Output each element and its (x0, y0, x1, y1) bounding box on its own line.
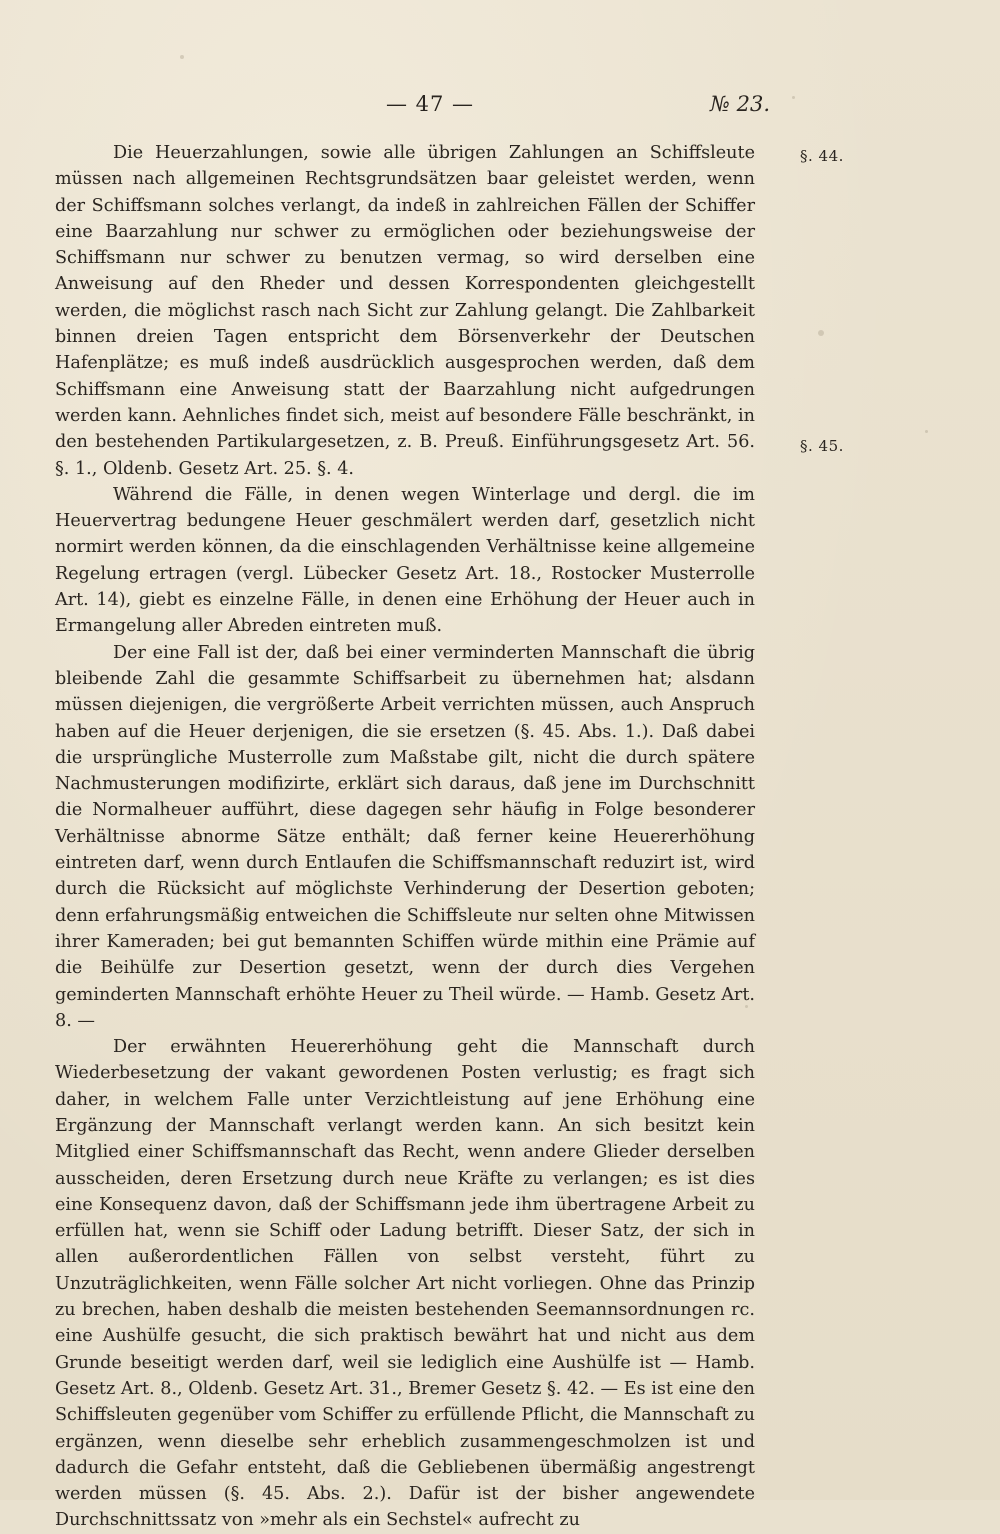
paper-speck (180, 55, 184, 59)
body-text (55, 140, 755, 1534)
paragraph-4: Der erwähnten Heuererhöhung geht die Mannschaft durch Wiederbesetzung der vakant gewordenen Posten verlustig; es fragt sich daher, in welchem Falle unter Verzichtleistung auf jene Erhöhung eine Ergänzung der Mannschaft verlangt werden kann. An sich besitzt kein Mitglied einer Schiffsmannschaft das Recht, wenn andere Glieder derselben ausscheiden, deren Ersetzung durch neue Kräfte zu verlangen; es ist dies eine Konsequenz davon, daß der Schiffsmann jede ihm übertragene Arbeit zu erfüllen hat, wenn sie Schiff oder Ladung betrifft. Dieser Satz, der sich in allen außerordentlichen Fällen von selbst versteht, führt zu Unzuträglichkeiten, wenn Fälle solcher Art nicht vorliegen. Ohne das Prinzip zu brechen, haben deshalb die meisten bestehenden Seemannsordnungen rc. eine Aushülfe gesucht, die sich praktisch bewährt hat und nicht aus dem Grunde beseitigt werden darf, weil sie lediglich eine Aushülfe ist — Hamb. Gesetz Art. 8., Oldenb. Gesetz Art. 31., Bremer Gesetz §. 42. — Es ist eine den Schiffsleuten gegenüber vom Schiffer zu erfüllende Pflicht, die Mannschaft zu ergänzen, wenn dieselbe sehr erheblich zusammengeschmolzen ist und dadurch die Gefahr entsteht, daß die Gebliebenen übermäßig angestrengt werden müssen (§. 45. Abs. 2.). Dafür ist der bisher angewendete Durchschnittssatz von »mehr als ein Sechstel« aufrecht zu (55, 1037, 755, 1531)
paper-speck (925, 430, 928, 433)
document-number: № 23. (710, 92, 770, 116)
paper-speck (792, 96, 795, 99)
margin-note-section-44: §. 44. (800, 147, 844, 165)
paragraph-2: Während die Fälle, in denen wegen Winterlage und dergl. die im Heuervertrag bedungene Heuer geschmälert werden darf, gesetzlich nicht normirt werden können, da die einschlagenden Verhältnisse keine allgemeine Regelung ertragen (vergl. Lübecker Gesetz Art. 18., Rostocker Musterrolle Art. 14), giebt es einzelne Fälle, in denen eine Erhöhung der Heuer auch in Ermangelung aller Abreden eintreten muß. (55, 484, 755, 637)
page-number: — 47 — (385, 92, 475, 116)
paragraph-3: Der eine Fall ist der, daß bei einer verminderten Mannschaft die übrig bleibende Zahl die gesammte Schiffsarbeit zu übernehmen hat; alsdann müssen diejenigen, die vergrößerte Arbeit verrichten müssen, auch Anspruch haben auf die Heuer derjenigen, die sie ersetzen (§. 45. Abs. 1.). Daß dabei die ursprüngliche Musterrolle zum Maßstabe gilt, nicht die durch spätere Nachmusterungen modifizirte, erklärt sich daraus, daß jene im Durchschnitt die Normalheuer aufführt, diese dagegen sehr häufig in Folge besonderer Verhältnisse abnorme Sätze enthält; daß ferner keine Heuererhöhung eintreten darf, wenn durch Entlaufen die Schiffsmannschaft reduzirt ist, wird durch die Rücksicht auf möglichste Verhinderung der Desertion geboten; denn erfahrungsmäßig entweichen die Schiffsleute nur selten ohne Mitwissen ihrer Kameraden; bei gut bemannten Schiffen würde mithin eine Prämie auf die Beihülfe zur Desertion gesetzt, wenn der durch dies Vergehen geminderten Mannschaft erhöhte Heuer zu Theil würde. — Hamb. Gesetz Art. 8. — (55, 642, 755, 1031)
margin-note-section-45: §. 45. (800, 437, 844, 455)
paper-speck (745, 1005, 748, 1008)
paragraph-1: Die Heuerzahlungen, sowie alle übrigen Zahlungen an Schiffsleute müssen nach allgemeinen Rechtsgrundsätzen baar geleistet werden, wenn der Schiffsmann solches verlangt, da indeß in zahlreichen Fällen der Schiffer eine Baarzahlung nur schwer zu ermöglichen oder beziehungsweise der Schiffsmann nur schwer zu benutzen vermag, so wird derselben eine Anweisung auf den Rheder und dessen Korrespondenten gleichgestellt werden, die möglichst rasch nach Sicht zur Zahlung gelangt. Die Zahlbarkeit binnen dreien Tagen entspricht dem Börsenverkehr der Deutschen Hafenplätze; es muß indeß ausdrücklich ausgesprochen werden, daß dem Schiffsmann eine Anweisung statt der Baarzahlung nicht aufgedrungen werden kann. Aehnliches findet sich, meist auf besondere Fälle beschränkt, in den bestehenden Partikulargesetzen, z. B. Preuß. Einführungsgesetz Art. 56. §. 1., Oldenb. Gesetz Art. 25. §. 4. (55, 143, 755, 479)
page-header (0, 92, 1000, 122)
paper-speck (818, 330, 824, 336)
